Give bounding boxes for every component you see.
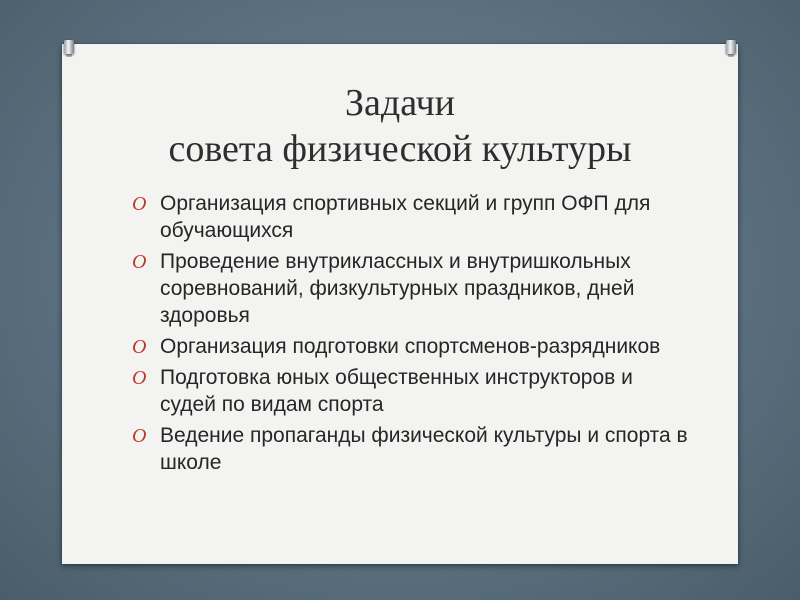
list-item bbox=[132, 248, 692, 329]
bullet-icon: O bbox=[132, 336, 147, 358]
list-item-text: Подготовка юных общественных инструкторов и судей по видам спорта bbox=[160, 366, 633, 416]
list-item bbox=[132, 422, 692, 476]
list-item bbox=[132, 333, 692, 360]
pushpin-icon bbox=[726, 40, 736, 54]
list-item bbox=[132, 190, 692, 244]
pushpin-icon bbox=[64, 40, 74, 54]
bullet-icon: O bbox=[132, 193, 147, 215]
list-item-text: Организация спортивных секций и групп ОФП для обучающихся bbox=[160, 192, 651, 242]
bullet-icon: O bbox=[132, 367, 147, 389]
title-line-1: Задачи bbox=[344, 82, 456, 124]
title-line-2: совета физической культуры bbox=[168, 128, 632, 170]
bullet-icon: O bbox=[132, 251, 147, 273]
list-item-text: Ведение пропаганды физической культуры и спорта в школе bbox=[160, 424, 688, 474]
list-item-text: Организация подготовки спортсменов-разрядников bbox=[160, 335, 661, 358]
task-list bbox=[132, 190, 692, 480]
list-item-text: Проведение внутриклассных и внутришкольных соревнований, физкультурных праздников, дней здоровья bbox=[160, 250, 635, 327]
list-item bbox=[132, 364, 692, 418]
bullet-icon: O bbox=[132, 425, 147, 447]
slide-title bbox=[62, 80, 738, 172]
